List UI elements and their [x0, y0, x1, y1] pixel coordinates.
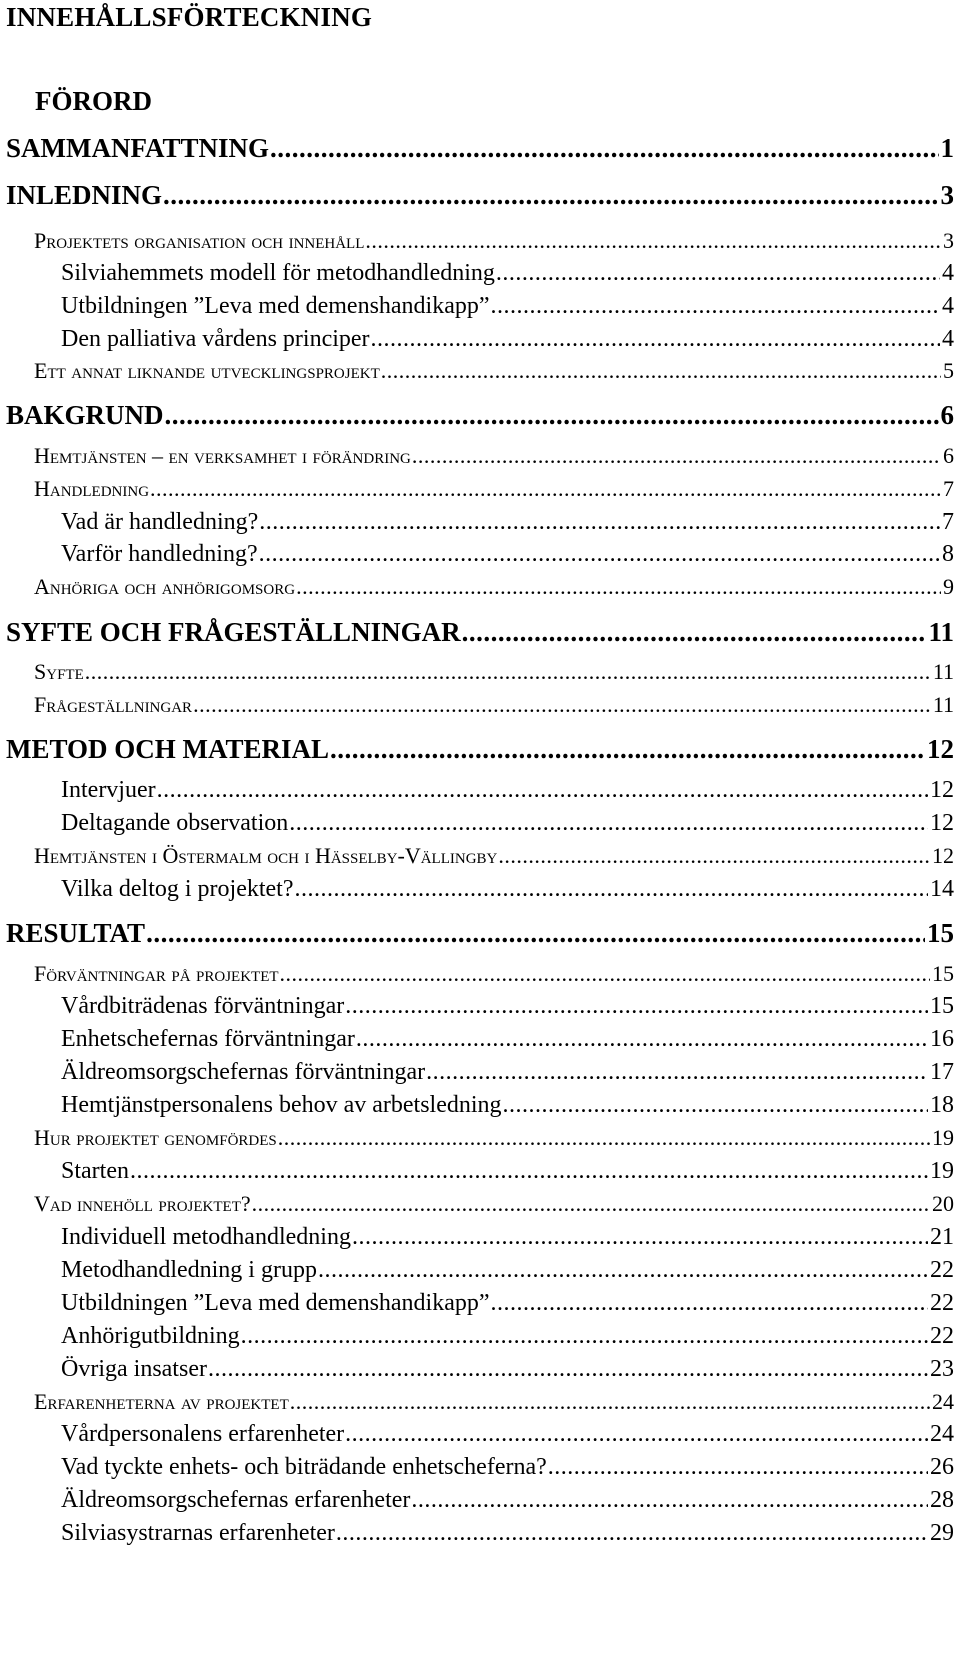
toc-leader-dots: [295, 876, 929, 903]
toc-leader-dots: [241, 1323, 928, 1350]
toc-entry-page-number: 22: [930, 1257, 954, 1283]
toc-entry[interactable]: [0, 541, 954, 568]
toc-leader-dots: [296, 574, 941, 600]
toc-entry-label: Intervjuer: [61, 777, 156, 803]
toc-leader-dots: [85, 659, 931, 685]
toc-entry-label: SYFTE OCH FRÅGESTÄLLNINGAR: [6, 617, 461, 647]
toc-entry[interactable]: [0, 777, 954, 804]
toc-entry-page-number: 11: [932, 692, 954, 717]
toc-entry-label: Vilka deltog i projektet?: [61, 876, 294, 902]
toc-entry[interactable]: [0, 443, 954, 469]
toc-entry-page-number: 19: [930, 1158, 954, 1184]
toc-entry[interactable]: [0, 843, 954, 869]
toc-leader-dots: [146, 918, 925, 949]
toc-entry[interactable]: [0, 1323, 954, 1350]
toc-leader-dots: [411, 1487, 928, 1514]
toc-leader-dots: [503, 1092, 928, 1119]
toc-entry-page-number: 7: [942, 509, 954, 535]
toc-entry[interactable]: [0, 1520, 954, 1547]
toc-entry[interactable]: [0, 1290, 954, 1317]
toc-entry[interactable]: [0, 993, 954, 1020]
toc-entry[interactable]: [0, 180, 954, 211]
toc-entry-label: Silviasystrarnas erfarenheter: [61, 1520, 335, 1546]
toc-leader-dots: [163, 180, 938, 211]
toc-entry[interactable]: [0, 228, 954, 254]
toc-leader-dots: [193, 692, 931, 718]
toc-entry-page-number: 14: [930, 876, 954, 902]
toc-entry[interactable]: [0, 1487, 954, 1514]
toc-entry-label: Silviahemmets modell för metodhandledning: [61, 260, 495, 286]
toc-leader-dots: [252, 1191, 930, 1217]
toc-leader-dots: [491, 1290, 928, 1317]
toc-entry-label: METOD OCH MATERIAL: [6, 734, 330, 764]
toc-leader-dots: [426, 1059, 928, 1086]
toc-entry[interactable]: [0, 293, 954, 320]
toc-entry[interactable]: [0, 260, 954, 287]
toc-leader-dots: [150, 476, 941, 502]
toc-leader-dots: [498, 843, 930, 869]
toc-entry-label: Deltagande observation: [61, 810, 289, 836]
toc-entry[interactable]: [0, 133, 954, 164]
toc-entry-label: Hur projektet genomfördes: [34, 1125, 277, 1150]
toc-leader-dots: [491, 293, 940, 320]
toc-entry-label: RESULTAT: [6, 918, 146, 948]
toc-entry-page-number: 11: [928, 617, 954, 647]
toc-leader-dots: [462, 617, 927, 648]
toc-entry-page-number: 12: [930, 777, 954, 803]
toc-leader-dots: [548, 1454, 928, 1481]
toc-entry-label: Erfarenheterna av projektet: [34, 1389, 289, 1414]
toc-entry-label: Utbildningen ”Leva med demenshandikapp”: [61, 293, 490, 319]
toc-entry-page-number: 15: [932, 961, 954, 986]
toc-entry[interactable]: [0, 1454, 954, 1481]
toc-entry-label: Hemtjänsten i Östermalm och i Hässelby-Vällingby: [34, 843, 498, 868]
toc-entry-label: Enhetschefernas förväntningar: [61, 1026, 355, 1052]
toc-entry-page-number: 4: [942, 293, 954, 319]
toc-entry-page-number: 24: [932, 1389, 954, 1414]
toc-entry[interactable]: [0, 1224, 954, 1251]
toc-leader-dots: [330, 734, 925, 765]
toc-entry[interactable]: [0, 1356, 954, 1383]
toc-entry[interactable]: [0, 400, 954, 431]
toc-entry-page-number: 4: [942, 260, 954, 286]
toc-entry[interactable]: [0, 1191, 954, 1217]
toc-entry-page-number: 15: [930, 993, 954, 1019]
toc-entry-label: Starten: [61, 1158, 129, 1184]
toc-entry[interactable]: [0, 1092, 954, 1119]
toc-entry[interactable]: [0, 509, 954, 536]
toc-entry-label: Den palliativa vårdens principer: [61, 326, 370, 352]
toc-entry-label: Handledning: [34, 476, 150, 501]
toc-leader-dots: [371, 326, 940, 353]
toc-entry[interactable]: [0, 1059, 954, 1086]
toc-entry-label: Anhörigutbildning: [61, 1323, 240, 1349]
toc-entry-label: Utbildningen ”Leva med demenshandikapp”: [61, 1290, 490, 1316]
toc-leader-dots: [259, 541, 940, 568]
toc-entry[interactable]: [0, 810, 954, 837]
toc-entry-label: Anhöriga och anhörigomsorg: [34, 574, 296, 599]
toc-entry[interactable]: [0, 1257, 954, 1284]
toc-entry-label: Frågeställningar: [34, 692, 193, 717]
toc-leader-dots: [130, 1158, 928, 1185]
toc-leader-dots: [412, 443, 941, 469]
toc-entry[interactable]: [0, 1026, 954, 1053]
toc-entry-page-number: 12: [932, 843, 954, 868]
toc-entry-label: INLEDNING: [6, 180, 163, 210]
toc-entry-page-number: 7: [943, 476, 954, 501]
toc-entry[interactable]: [0, 476, 954, 502]
toc-entry-label: Äldreomsorgschefernas förväntningar: [61, 1059, 426, 1085]
toc-leader-dots: [381, 358, 941, 384]
toc-entry[interactable]: [0, 734, 954, 765]
toc-entry-label: Hemtjänstpersonalens behov av arbetsledning: [61, 1092, 502, 1118]
toc-entry-page-number: 23: [930, 1356, 954, 1382]
toc-entry[interactable]: [0, 918, 954, 949]
toc-entry-page-number: 9: [943, 574, 954, 599]
toc-leader-dots: [259, 509, 940, 536]
toc-leader-dots: [356, 1026, 928, 1053]
toc-entry-page-number: 6: [943, 443, 954, 468]
toc-entry[interactable]: [0, 1421, 954, 1448]
toc-entry-page-number: 1: [940, 133, 954, 163]
toc-entry-label: Förväntningar på projektet: [34, 961, 279, 986]
toc-leader-dots: [165, 400, 939, 431]
toc-entry[interactable]: [0, 659, 954, 685]
toc-entry-label: SAMMANFATTNING: [6, 133, 269, 163]
toc-entry[interactable]: [0, 876, 954, 903]
toc-entry-page-number: 28: [930, 1487, 954, 1513]
toc-entry-label: Ett annat liknande utvecklingsprojekt: [34, 358, 380, 383]
toc-entry-page-number: 4: [942, 326, 954, 352]
toc-entry-label: Övriga insatser: [61, 1356, 207, 1382]
toc-leader-dots: [290, 1389, 930, 1415]
toc-leader-dots: [270, 133, 939, 164]
toc-entry[interactable]: [0, 961, 954, 987]
toc-entry[interactable]: [0, 1125, 954, 1151]
toc-entry[interactable]: [0, 574, 954, 600]
toc-leader-dots: [365, 228, 941, 254]
page-title: INNEHÅLLSFÖRTECKNING: [6, 2, 373, 32]
toc-entry[interactable]: [0, 1158, 954, 1185]
toc-entry-label: BAKGRUND: [6, 400, 164, 430]
toc-leader-dots: [157, 777, 928, 804]
toc-entry-page-number: 6: [940, 400, 954, 430]
toc-entry[interactable]: [0, 358, 954, 384]
toc-entry-page-number: 8: [942, 541, 954, 567]
toc-entry[interactable]: [0, 692, 954, 718]
toc-entry-page-number: 29: [930, 1520, 954, 1546]
toc-leader-dots: [278, 1125, 930, 1151]
toc-entry-page-number: 26: [930, 1454, 954, 1480]
toc-entry-label: Vårdpersonalens erfarenheter: [61, 1421, 345, 1447]
toc-entry-page-number: 12: [930, 810, 954, 836]
toc-entry-page-number: 11: [932, 659, 954, 684]
toc-entry-page-number: 21: [930, 1224, 954, 1250]
toc-leader-dots: [352, 1224, 928, 1251]
toc-leader-dots: [496, 260, 940, 287]
toc-entry-page-number: 3: [940, 180, 954, 210]
toc-entry-page-number: 12: [927, 734, 954, 764]
toc-entry-label: Metodhandledning i grupp: [61, 1257, 317, 1283]
toc-entry-page-number: 18: [930, 1092, 954, 1118]
toc-entry[interactable]: [0, 326, 954, 353]
toc-entry-label: Varför handledning?: [61, 541, 258, 567]
toc-entry-label: Individuell metodhandledning: [61, 1224, 351, 1250]
toc-entry-page-number: 17: [930, 1059, 954, 1085]
toc-leader-dots: [208, 1356, 928, 1383]
toc-foreword-heading[interactable]: FÖRORD: [35, 86, 152, 116]
toc-entry-page-number: 22: [930, 1323, 954, 1349]
toc-entry-label: Hemtjänsten – en verksamhet i förändring: [34, 443, 411, 468]
toc-entry-page-number: 19: [932, 1125, 954, 1150]
toc-entry[interactable]: [0, 617, 954, 648]
toc-entry-page-number: 24: [930, 1421, 954, 1447]
toc-entry-page-number: 5: [943, 358, 954, 383]
toc-entry-label: Syfte: [34, 659, 84, 684]
toc-entry-page-number: 3: [943, 228, 954, 253]
toc-entry-label: Vad innehöll projektet?: [34, 1191, 251, 1216]
toc-leader-dots: [289, 810, 928, 837]
toc-entry-label: Äldreomsorgschefernas erfarenheter: [61, 1487, 411, 1513]
toc-leader-dots: [336, 1520, 928, 1547]
toc-entry-page-number: 22: [930, 1290, 954, 1316]
toc-leader-dots: [318, 1257, 928, 1284]
toc-entry-page-number: 20: [932, 1191, 954, 1216]
toc-entry[interactable]: [0, 1389, 954, 1415]
toc-entry-label: Vad tyckte enhets- och biträdande enhetscheferna?: [61, 1454, 547, 1480]
toc-entry-label: Projektets organisation och innehåll: [34, 228, 365, 253]
toc-entry-page-number: 16: [930, 1026, 954, 1052]
toc-leader-dots: [345, 1421, 928, 1448]
toc-entry-page-number: 15: [927, 918, 954, 948]
toc-entry-label: Vårdbiträdenas förväntningar: [61, 993, 345, 1019]
toc-entry-label: Vad är handledning?: [61, 509, 259, 535]
toc-leader-dots: [280, 961, 930, 987]
toc-leader-dots: [345, 993, 928, 1020]
